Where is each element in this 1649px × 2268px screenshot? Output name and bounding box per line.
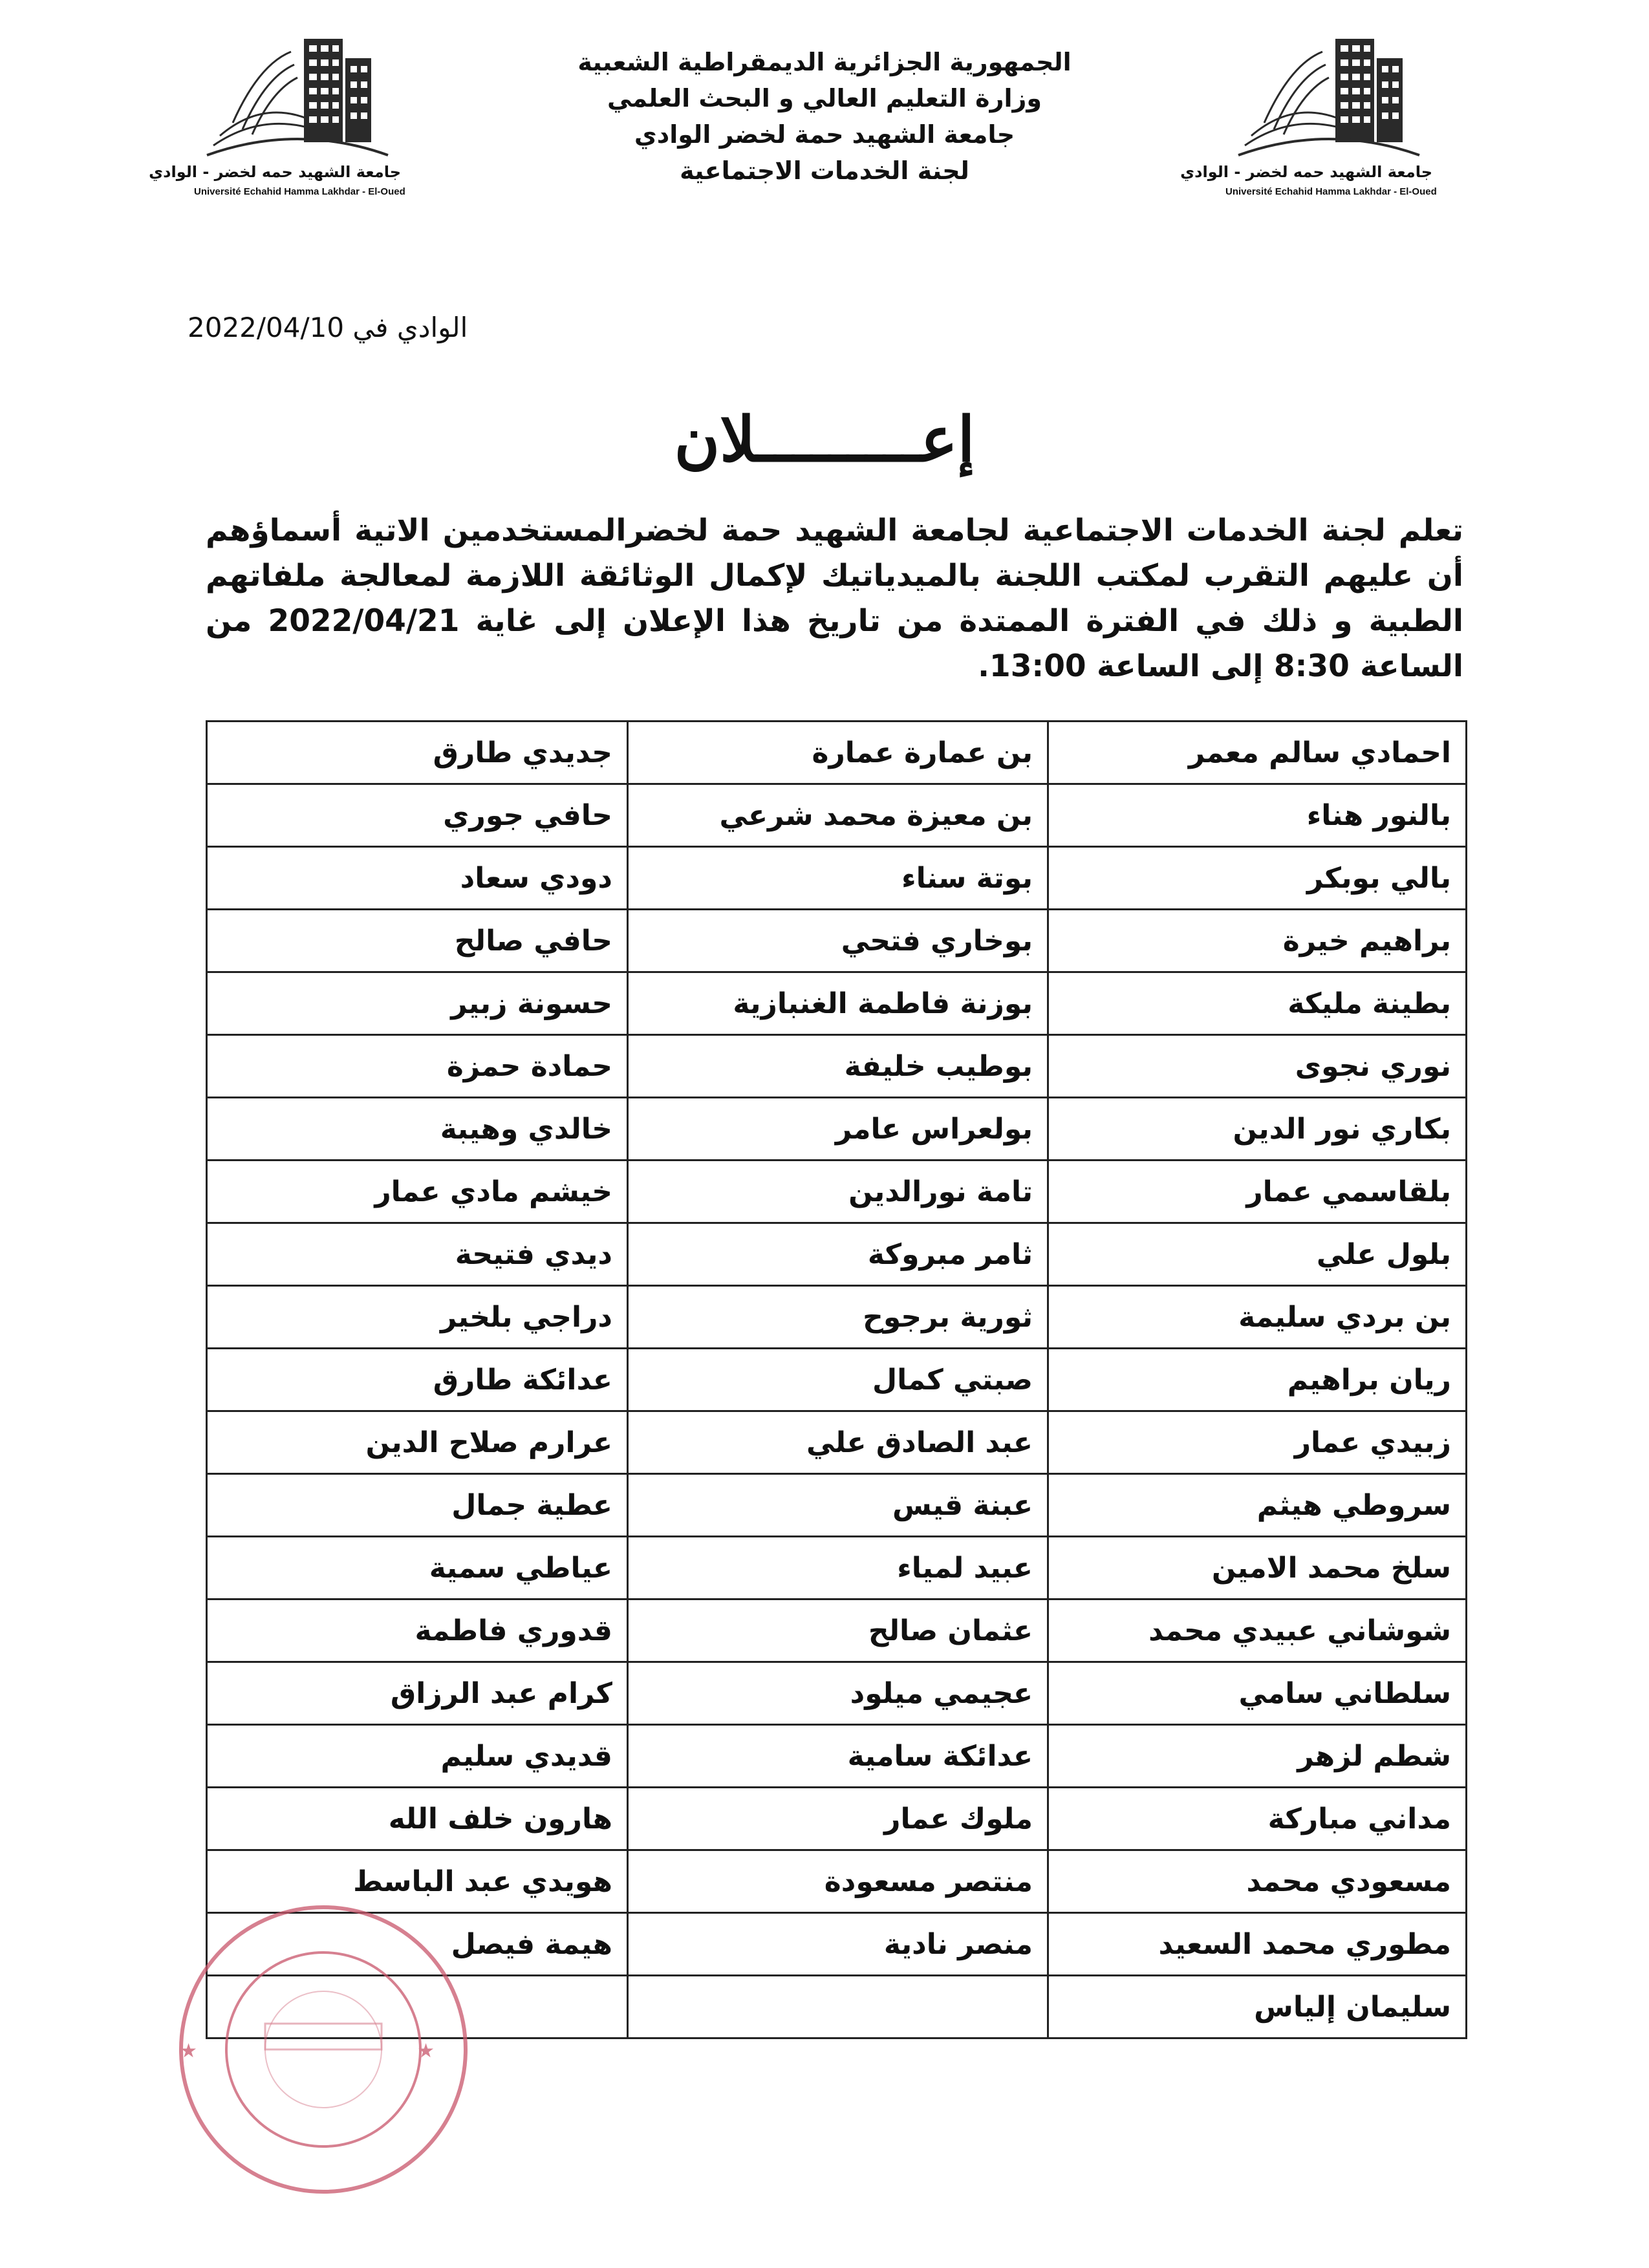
name-cell: بوتة سناء bbox=[628, 847, 1048, 910]
name-cell: صبتي كمال bbox=[628, 1349, 1048, 1411]
name-cell: بالي بوبكر bbox=[1048, 847, 1467, 910]
name-cell: خالدي وهيبة bbox=[207, 1098, 628, 1161]
name-cell: دودي سعاد bbox=[207, 847, 628, 910]
name-cell: دراجي بلخير bbox=[207, 1286, 628, 1349]
logo-caption-arabic: جامعة الشهيد حمه لخضر - الوادي bbox=[149, 163, 401, 181]
header-committee: لجنة الخدمات الاجتماعية bbox=[680, 156, 969, 185]
name-cell bbox=[207, 1976, 628, 2038]
logo-caption-french: Université Echahid Hamma Lakhdar - El-Oued bbox=[1225, 186, 1437, 197]
name-cell: قديدي سليم bbox=[207, 1725, 628, 1788]
name-cell: جديدي طارق bbox=[207, 722, 628, 784]
table-row bbox=[207, 1788, 1467, 1850]
name-cell: مداني مباركة bbox=[1048, 1788, 1467, 1850]
name-cell: بطينة مليكة bbox=[1048, 972, 1467, 1035]
university-logo-right bbox=[1180, 26, 1437, 207]
name-cell: ثامر مبروكة bbox=[628, 1223, 1048, 1286]
table-row bbox=[207, 1411, 1467, 1474]
table-row bbox=[207, 910, 1467, 972]
name-cell: منتصر مسعودة bbox=[628, 1850, 1048, 1913]
name-cell: عياطي سمية bbox=[207, 1537, 628, 1599]
table-row bbox=[207, 1161, 1467, 1223]
name-cell: سلخ محمد الامين bbox=[1048, 1537, 1467, 1599]
table-row bbox=[207, 1035, 1467, 1098]
names-table bbox=[206, 720, 1467, 2039]
logo-building-icon bbox=[1225, 26, 1432, 162]
table-row bbox=[207, 722, 1467, 784]
name-cell: عطية جمال bbox=[207, 1474, 628, 1537]
table-row bbox=[207, 1662, 1467, 1725]
name-cell: حافي جوري bbox=[207, 784, 628, 847]
name-cell: بلول علي bbox=[1048, 1223, 1467, 1286]
logo-caption-french: Université Echahid Hamma Lakhdar - El-Oued bbox=[194, 186, 405, 197]
table-row bbox=[207, 972, 1467, 1035]
svg-text:★: ★ bbox=[417, 2040, 435, 2062]
document-date: الوادي في 2022/04/10 bbox=[188, 312, 468, 343]
name-cell: بن بردي سليمة bbox=[1048, 1286, 1467, 1349]
name-cell: سليمان إلياس bbox=[1048, 1976, 1467, 2038]
name-cell: قدوري فاطمة bbox=[207, 1599, 628, 1662]
name-cell: تامة نورالدين bbox=[628, 1161, 1048, 1223]
table-row bbox=[207, 847, 1467, 910]
name-cell: بلقاسمي عمار bbox=[1048, 1161, 1467, 1223]
name-cell: ريان براهيم bbox=[1048, 1349, 1467, 1411]
name-cell: عدائكة طارق bbox=[207, 1349, 628, 1411]
name-cell: بوزنة فاطمة الغنبازية bbox=[628, 972, 1048, 1035]
table-row bbox=[207, 1286, 1467, 1349]
name-cell: منصر نادية bbox=[628, 1913, 1048, 1976]
table-row bbox=[207, 1474, 1467, 1537]
name-cell: بولعراس عامر bbox=[628, 1098, 1048, 1161]
header-university: جامعة الشهيد حمة لخضر الوادي bbox=[634, 120, 1015, 149]
name-cell: كرام عبد الرزاق bbox=[207, 1662, 628, 1725]
name-cell: ديدي فتيحة bbox=[207, 1223, 628, 1286]
table-row bbox=[207, 1098, 1467, 1161]
name-cell: احمادي سالم معمر bbox=[1048, 722, 1467, 784]
table-row bbox=[207, 1913, 1467, 1976]
name-cell: عبيد لمياء bbox=[628, 1537, 1048, 1599]
name-cell: حمادة حمزة bbox=[207, 1035, 628, 1098]
university-logo-left bbox=[149, 26, 405, 207]
header-republic: الجمهورية الجزائرية الديمقراطية الشعبية bbox=[577, 48, 1072, 76]
name-cell: ثورية برجوح bbox=[628, 1286, 1048, 1349]
document-header bbox=[491, 44, 1158, 189]
name-cell: نوري نجوى bbox=[1048, 1035, 1467, 1098]
name-cell bbox=[628, 1976, 1048, 2038]
name-cell: بن معيزة محمد شرعي bbox=[628, 784, 1048, 847]
name-cell: سلطاني سامي bbox=[1048, 1662, 1467, 1725]
name-cell: حافي صالح bbox=[207, 910, 628, 972]
name-cell: عبنة قيس bbox=[628, 1474, 1048, 1537]
table-row bbox=[207, 1599, 1467, 1662]
svg-text:★: ★ bbox=[180, 2040, 197, 2062]
name-cell: مطوري محمد السعيد bbox=[1048, 1913, 1467, 1976]
logo-caption-arabic: جامعة الشهيد حمه لخضر - الوادي bbox=[1180, 163, 1432, 181]
table-row bbox=[207, 1537, 1467, 1599]
name-cell: خيشم مادي عمار bbox=[207, 1161, 628, 1223]
name-cell: بوخاري فتحي bbox=[628, 910, 1048, 972]
name-cell: شطم لزهر bbox=[1048, 1725, 1467, 1788]
name-cell: بوطيب خليفة bbox=[628, 1035, 1048, 1098]
table-row bbox=[207, 1725, 1467, 1788]
name-cell: هارون خلف الله bbox=[207, 1788, 628, 1850]
name-cell: بكاري نور الدين bbox=[1048, 1098, 1467, 1161]
announcement-body: تعلم لجنة الخدمات الاجتماعية لجامعة الشهيد حمة لخضرالمستخدمين الاتية أسماؤهم أن عليهم التقرب لمكتب اللجنة بالميدياتيك لإكمال الوثائقة اللازمة لمعالجة ملفاتهم الطبية و ذلك في الفترة الممتدة من تاريخ هذا الإعلان إلى غاية 2022/04/21 من الساعة 8:30 إلى الساعة 13:00. bbox=[206, 513, 1463, 684]
name-cell: بالنور هناء bbox=[1048, 784, 1467, 847]
table-row bbox=[207, 1223, 1467, 1286]
name-cell: عجيمي ميلود bbox=[628, 1662, 1048, 1725]
table-row bbox=[207, 1850, 1467, 1913]
name-cell: هيمة فيصل bbox=[207, 1913, 628, 1976]
logo-building-icon bbox=[194, 26, 401, 162]
table-row bbox=[207, 1976, 1467, 2038]
table-row bbox=[207, 784, 1467, 847]
name-cell: بن عمارة عمارة bbox=[628, 722, 1048, 784]
name-cell: عثمان صالح bbox=[628, 1599, 1048, 1662]
name-cell: عرارم صلاح الدين bbox=[207, 1411, 628, 1474]
name-cell: هويدي عبد الباسط bbox=[207, 1850, 628, 1913]
name-cell: زبيدي عمار bbox=[1048, 1411, 1467, 1474]
name-cell: براهيم خيرة bbox=[1048, 910, 1467, 972]
name-cell: عبد الصادق علي bbox=[628, 1411, 1048, 1474]
name-cell: عدائكة سامية bbox=[628, 1725, 1048, 1788]
name-cell: شوشاني عبيدي محمد bbox=[1048, 1599, 1467, 1662]
announcement-title: إعـــــــــلان bbox=[674, 403, 975, 476]
name-cell: سروطي هيثم bbox=[1048, 1474, 1467, 1537]
name-cell: ملوك عمار bbox=[628, 1788, 1048, 1850]
table-row bbox=[207, 1349, 1467, 1411]
names-table-body bbox=[207, 722, 1467, 2038]
name-cell: مسعودي محمد bbox=[1048, 1850, 1467, 1913]
name-cell: حسونة زبير bbox=[207, 972, 628, 1035]
header-ministry: وزارة التعليم العالي و البحث العلمي bbox=[607, 84, 1042, 112]
